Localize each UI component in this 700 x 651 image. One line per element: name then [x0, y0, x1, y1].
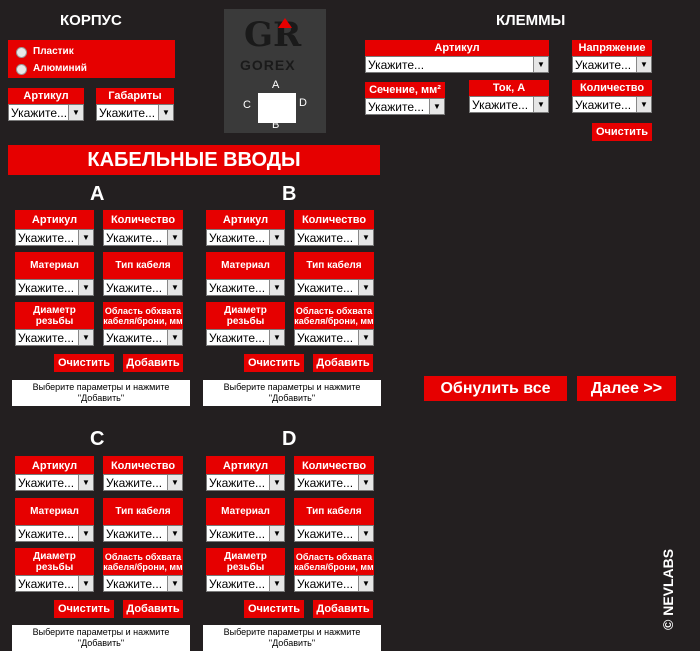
terminals-voltage-select[interactable]: Укажите... ▼	[572, 56, 652, 73]
panel-c-cable-type-select[interactable]: Укажите... ▼	[103, 525, 183, 542]
panel-d-quantity-select[interactable]: Укажите... ▼	[294, 474, 374, 491]
panel-c-article-label: Артикул	[15, 456, 94, 476]
terminals-quantity-select[interactable]: Укажите... ▼	[572, 96, 652, 113]
chevron-down-icon: ▼	[269, 280, 284, 295]
panel-d-cable-type-label: Тип кабеля	[294, 498, 374, 526]
reset-all-button[interactable]: Обнулить все	[424, 376, 567, 401]
panel-d-quantity-label: Количество	[294, 456, 374, 476]
radio-aluminum[interactable]	[16, 64, 27, 75]
panel-a-letter: A	[90, 183, 105, 205]
panel-b-add-button[interactable]: Добавить	[313, 354, 373, 372]
panel-b-note: Выберите параметры и нажмите "Добавить"	[203, 380, 381, 406]
terminals-clear-button[interactable]: Очистить	[592, 123, 652, 141]
chevron-down-icon: ▼	[636, 57, 651, 72]
panel-d-clamp-select[interactable]: Укажите... ▼	[294, 575, 374, 592]
cable-entries-title: КАБЕЛЬНЫЕ ВВОДЫ	[8, 145, 380, 175]
panel-a-article-select[interactable]: Укажите... ▼	[15, 229, 94, 246]
panel-a-quantity-select[interactable]: Укажите... ▼	[103, 229, 183, 246]
panel-b-quantity-select[interactable]: Укажите... ▼	[294, 229, 374, 246]
panel-b-clear-button[interactable]: Очистить	[244, 354, 304, 372]
housing-title: КОРПУС	[60, 12, 122, 29]
chevron-down-icon: ▼	[269, 230, 284, 245]
dim-c-label: C	[243, 99, 251, 111]
logo-letters: GR	[244, 15, 302, 55]
panel-b-cable-type-select[interactable]: Укажите... ▼	[294, 279, 374, 296]
chevron-down-icon: ▼	[167, 475, 182, 490]
terminals-article-select[interactable]: Укажите... ▼	[365, 56, 549, 73]
chevron-down-icon: ▼	[78, 280, 93, 295]
panel-b-article-label: Артикул	[206, 210, 285, 230]
terminals-article-label: Артикул	[365, 40, 549, 56]
chevron-down-icon: ▼	[533, 57, 548, 72]
panel-c-material-select[interactable]: Укажите... ▼	[15, 525, 94, 542]
copyright: © NEVLABS	[660, 548, 676, 630]
chevron-down-icon: ▼	[78, 475, 93, 490]
housing-article-label: Артикул	[8, 88, 84, 104]
chevron-down-icon: ▼	[358, 230, 373, 245]
chevron-down-icon: ▼	[358, 330, 373, 345]
chevron-down-icon: ▼	[68, 105, 83, 120]
panel-d-letter: D	[282, 428, 297, 450]
panel-b-material-select[interactable]: Укажите... ▼	[206, 279, 285, 296]
panel-b-material-label: Материал	[206, 252, 285, 280]
panel-a-article-label: Артикул	[15, 210, 94, 230]
chevron-down-icon: ▼	[358, 280, 373, 295]
panel-b-article-select[interactable]: Укажите... ▼	[206, 229, 285, 246]
panel-c-quantity-select[interactable]: Укажите... ▼	[103, 474, 183, 491]
panel-c-letter: C	[90, 428, 105, 450]
chevron-down-icon: ▼	[358, 475, 373, 490]
housing-article-select[interactable]: Укажите... ▼	[8, 104, 84, 121]
logo-triangle-icon	[278, 18, 292, 28]
next-button[interactable]: Далее >>	[577, 376, 676, 401]
dim-d-label: D	[299, 97, 307, 109]
panel-a-clear-button[interactable]: Очистить	[54, 354, 114, 372]
panel-a-note: Выберите параметры и нажмите "Добавить"	[12, 380, 190, 406]
panel-c-clamp-label: Область обхвата кабеля/брони, мм	[103, 548, 183, 576]
panel-a-material-label: Материал	[15, 252, 94, 280]
logo-panel	[224, 9, 326, 133]
radio-plastic[interactable]	[16, 47, 27, 58]
panel-a-clamp-label: Область обхвата кабеля/брони, мм	[103, 302, 183, 330]
panel-a-thread-select[interactable]: Укажите... ▼	[15, 329, 94, 346]
radio-plastic-label: Пластик	[33, 46, 74, 57]
panel-b-clamp-select[interactable]: Укажите... ▼	[294, 329, 374, 346]
dim-b-label: B	[272, 119, 280, 131]
terminals-title: КЛЕММЫ	[496, 12, 566, 29]
panel-c-material-label: Материал	[15, 498, 94, 526]
chevron-down-icon: ▼	[269, 576, 284, 591]
panel-a-clamp-select[interactable]: Укажите... ▼	[103, 329, 183, 346]
chevron-down-icon: ▼	[78, 576, 93, 591]
panel-d-clear-button[interactable]: Очистить	[244, 600, 304, 618]
panel-d-note: Выберите параметры и нажмите "Добавить"	[203, 625, 381, 651]
radio-aluminum-label: Алюминий	[33, 63, 87, 74]
panel-b-clamp-label: Область обхвата кабеля/брони, мм	[294, 302, 374, 330]
chevron-down-icon: ▼	[158, 105, 173, 120]
panel-c-clamp-select[interactable]: Укажите... ▼	[103, 575, 183, 592]
terminals-current-label: Ток, А	[469, 80, 549, 96]
terminals-section-label: Сечение, мм²	[365, 82, 445, 98]
terminals-section-select[interactable]: Укажите... ▼	[365, 98, 445, 115]
panel-b-cable-type-label: Тип кабеля	[294, 252, 374, 280]
terminals-current-select[interactable]: Укажите... ▼	[469, 96, 549, 113]
chevron-down-icon: ▼	[533, 97, 548, 112]
panel-d-material-label: Материал	[206, 498, 285, 526]
panel-d-add-button[interactable]: Добавить	[313, 600, 373, 618]
chevron-down-icon: ▼	[78, 330, 93, 345]
panel-d-clamp-label: Область обхвата кабеля/брони, мм	[294, 548, 374, 576]
housing-material-group	[8, 40, 175, 78]
chevron-down-icon: ▼	[429, 99, 444, 114]
panel-c-add-button[interactable]: Добавить	[123, 600, 183, 618]
chevron-down-icon: ▼	[167, 330, 182, 345]
panel-d-material-select[interactable]: Укажите... ▼	[206, 525, 285, 542]
panel-a-cable-type-select[interactable]: Укажите... ▼	[103, 279, 183, 296]
panel-c-thread-label: Диаметр резьбы	[15, 548, 94, 576]
chevron-down-icon: ▼	[167, 230, 182, 245]
dim-a-label: A	[272, 79, 280, 91]
panel-b-thread-select[interactable]: Укажите... ▼	[206, 329, 285, 346]
chevron-down-icon: ▼	[167, 576, 182, 591]
panel-d-article-label: Артикул	[206, 456, 285, 476]
panel-a-material-select[interactable]: Укажите... ▼	[15, 279, 94, 296]
chevron-down-icon: ▼	[167, 526, 182, 541]
chevron-down-icon: ▼	[358, 526, 373, 541]
chevron-down-icon: ▼	[78, 526, 93, 541]
chevron-down-icon: ▼	[167, 280, 182, 295]
housing-dims-label: Габариты	[96, 88, 174, 104]
chevron-down-icon: ▼	[269, 526, 284, 541]
chevron-down-icon: ▼	[78, 230, 93, 245]
panel-d-article-select[interactable]: Укажите... ▼	[206, 474, 285, 491]
panel-c-thread-select[interactable]: Укажите... ▼	[15, 575, 94, 592]
chevron-down-icon: ▼	[636, 97, 651, 112]
panel-c-clear-button[interactable]: Очистить	[54, 600, 114, 618]
chevron-down-icon: ▼	[269, 330, 284, 345]
terminals-voltage-label: Напряжение	[572, 40, 652, 56]
panel-c-note: Выберите параметры и нажмите "Добавить"	[12, 625, 190, 651]
panel-c-quantity-label: Количество	[103, 456, 183, 476]
panel-d-cable-type-select[interactable]: Укажите... ▼	[294, 525, 374, 542]
chevron-down-icon: ▼	[269, 475, 284, 490]
panel-a-thread-label: Диаметр резьбы	[15, 302, 94, 330]
panel-a-cable-type-label: Тип кабеля	[103, 252, 183, 280]
panel-d-thread-label: Диаметр резьбы	[206, 548, 285, 576]
housing-dims-select[interactable]: Укажите... ▼	[96, 104, 174, 121]
chevron-down-icon: ▼	[358, 576, 373, 591]
panel-a-quantity-label: Количество	[103, 210, 183, 230]
panel-a-add-button[interactable]: Добавить	[123, 354, 183, 372]
panel-b-quantity-label: Количество	[294, 210, 374, 230]
panel-d-thread-select[interactable]: Укажите... ▼	[206, 575, 285, 592]
panel-c-article-select[interactable]: Укажите... ▼	[15, 474, 94, 491]
panel-b-thread-label: Диаметр резьбы	[206, 302, 285, 330]
terminals-quantity-label: Количество	[572, 80, 652, 96]
logo-text: GOREX	[240, 57, 296, 73]
panel-c-cable-type-label: Тип кабеля	[103, 498, 183, 526]
panel-b-letter: B	[282, 183, 297, 205]
